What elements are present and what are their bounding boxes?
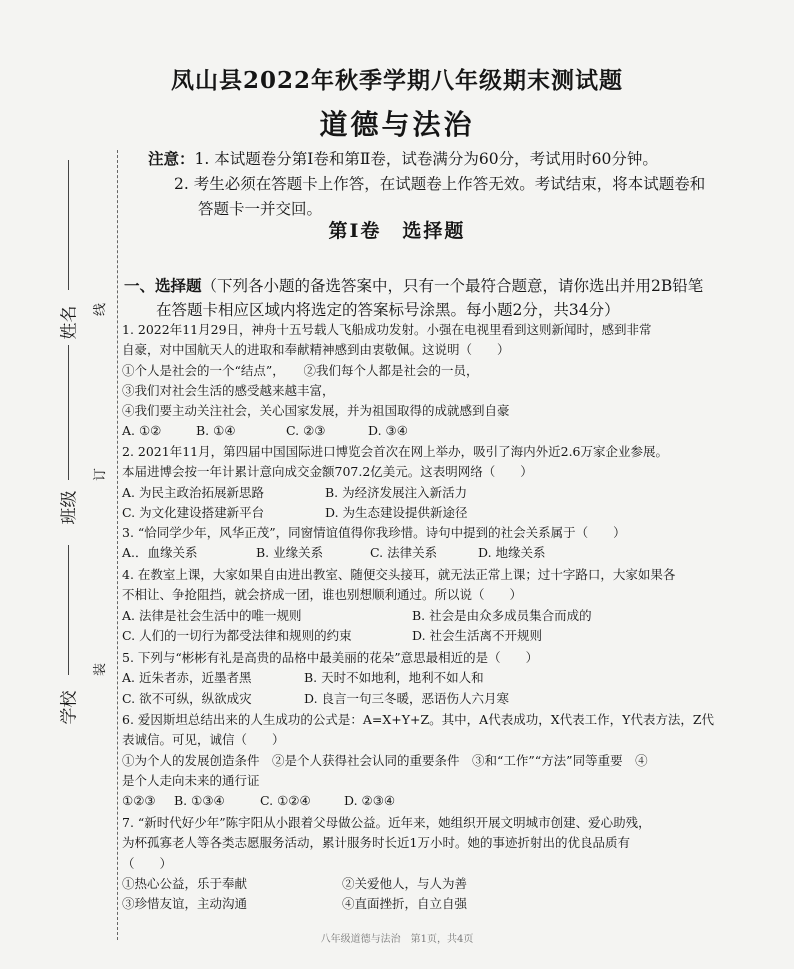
school-label: 学校 — [59, 690, 80, 725]
binding-mark-line: 线 — [93, 302, 109, 317]
option-d: D. 为生态建设提供新途径 — [325, 504, 468, 520]
section-instructions — [124, 274, 784, 322]
option-c: C. 欲不可纵，纵欲成灾 — [122, 690, 252, 706]
option-b: B. ①④ — [196, 423, 236, 439]
option-b: B. 社会是由众多成员集合而成的 — [412, 607, 592, 623]
option-c: C. 为文化建设搭建新平台 — [122, 504, 265, 520]
notice-line-3: 答题卡一并交回。 — [198, 200, 323, 218]
option-b: B. 为经济发展注入新活力 — [325, 484, 468, 500]
question-4: 4. 在教室上课，大家如果自由进出教室、随便交头接耳，就无法正常上课；过十字路口，大家如果各 不相让、争抢阻挡，就会挤成一团，谁也别想顺利通过。所以说（ ） A. 法律是社会生活中的唯一规则 B. 社会是由众多成员集合而成的 C. 人们的一切行为都受法律和规则的约束 D. 社会生活离不开规则 — [122, 565, 784, 646]
exam-title: 凤山县2022年秋季学期八年级期末测试题 — [170, 67, 623, 94]
option-d: D. ③④ — [368, 423, 408, 439]
option-2: ②关爱他人，与人为善 — [342, 875, 468, 891]
option-d: D. 良言一句三冬暖，恶语伤人六月寒 — [304, 690, 510, 706]
question-2: 2. 2021年11月，第四届中国国际进口博览会首次在网上举办，吸引了海内外近2.6万家企业参展。 本届进博会按一年计累计意向成交金额707.2亿美元。这表明网络（ ） A. 为民主政治拓展新思路 B. 为经济发展注入新活力 C. 为文化建设搭建新平台 D. 为生态建设提供新途径 — [122, 442, 784, 523]
question-3-options — [122, 543, 784, 563]
instr-line-1: （下列各小题的备选答案中，只有一个最符合题意，请你选出并用2B铅笔 — [201, 277, 704, 295]
notice-line-1: 注意：1. 本试题卷分第Ⅰ卷和第Ⅱ卷，试卷满分为60分，考试用时60分钟。 — [148, 149, 658, 168]
option-c: C. 人们的一切行为都受法律和规则的约束 — [122, 627, 352, 643]
subject-title: 道德与法治 — [319, 108, 475, 141]
option-d: D. ②③④ — [344, 793, 396, 809]
option-a: A. 法律是社会生活中的唯一规则 — [122, 607, 302, 623]
page-footer: 八年级道德与法治 第1页，共4页 — [320, 934, 474, 945]
section-title: 第Ⅰ卷 选择题 — [328, 220, 466, 242]
question-5: 5. 下列与“彬彬有礼是高贵的品格中最美丽的花朵”意思最相近的是（ ） A. 近朱者赤，近墨者黑 B. 天时不如地利，地利不如人和 C. 欲不可纵，纵欲成灾 D. 良言一句三冬暖，恶语伤人六月寒 — [122, 648, 784, 709]
option-1: ①热心公益，乐于奉献 — [122, 875, 248, 891]
option-a: A. 为民主政治拓展新思路 — [122, 484, 264, 500]
notice-label: 注意： — [148, 149, 195, 168]
question-6: 6. 爱因斯坦总结出来的人生成功的公式是：A=X+Y+Z。其中，A代表成功，X代表工作，Y代表方法，Z代 表诚信。可见，诚信（ ） ①为个人的发展创造条件 ②是个人获得社会认同的重要条件 ③和“工作”“方法”同等重要 ④ 是个人走向未来的通行证 ①②③ B. ①③④ C. ①②④ D. ②③④ — [122, 710, 784, 811]
option-a: ①②③ — [122, 793, 156, 809]
option-4: ④直面挫折，自立自强 — [342, 896, 468, 912]
option-d: D. 地缘关系 — [478, 545, 546, 561]
binding-mark-ding: 订 — [93, 467, 109, 482]
option-c: C. ①②④ — [260, 793, 311, 809]
question-7: 7. “新时代好少年”陈宇阳从小跟着父母做公益。近年来，她组织开展文明城市创建、爱心助残， 为杯孤寡老人等各类志愿服务活动，累计服务时长近1万小时。她的事迹折射出的优良品质有 （ ） ①热心公益，乐于奉献 ②关爱他人，与人为善 ③珍惜友谊，主动沟通 ④直面挫折，自立自强 — [122, 813, 784, 914]
option-c: C. 法律关系 — [370, 545, 438, 561]
option-a: A. ①② — [122, 423, 162, 439]
question-6-options — [122, 791, 784, 811]
instr-head: 一、选择题 — [124, 276, 202, 295]
option-b: B. 天时不如地利，地利不如人和 — [304, 670, 484, 686]
class-blank-line — [68, 345, 69, 480]
binding-dashed-line — [117, 150, 118, 940]
question-3: 3. “恰同学少年，风华正茂”，同窗情谊值得你我珍惜。诗句中提到的社会关系属于（ ） A.．血缘关系 B. 业缘关系 C. 法律关系 D. 地缘关系 — [122, 523, 784, 564]
option-a: A. 近朱者赤，近墨者黑 — [122, 670, 252, 686]
notice-line-2: 2. 考生必须在答题卡上作答，在试题卷上作答无效。考试结束，将本试题卷和 — [174, 175, 706, 193]
option-b: B. 业缘关系 — [256, 545, 324, 561]
notice-block — [148, 146, 748, 222]
option-3: ③珍惜友谊，主动沟通 — [122, 896, 248, 912]
instr-line-2: 在答题卡相应区域内将选定的答案标号涂黑。每小题2分，共34分） — [156, 301, 620, 319]
option-d: D. 社会生活离不开规则 — [412, 627, 543, 643]
school-blank-line — [68, 545, 69, 675]
option-c: C. ②③ — [286, 423, 326, 439]
binding-mark-zhuang: 装 — [93, 662, 109, 677]
name-label: 姓名 — [59, 305, 80, 340]
question-1: 1. 2022年11月29日，神舟十五号载人飞船成功发射。小强在电视里看到这则新闻时，感到非常 自豪，对中国航天人的进取和奉献精神感到由衷敬佩。这说明（ ） ①个人是社会的一个“结点”， ②我们每个人都是社会的一员， ③我们对社会生活的感受越来越丰富， ④我们要主动关注社会，关心国家发展，并为祖国取得的成就感到自豪 A. ①② B. ①④ C. ②③ D. ③④ — [122, 320, 784, 442]
class-label: 班级 — [59, 490, 80, 525]
question-1-options — [122, 421, 784, 441]
option-b: B. ①③④ — [174, 793, 225, 809]
option-a: A.．血缘关系 — [122, 545, 198, 561]
